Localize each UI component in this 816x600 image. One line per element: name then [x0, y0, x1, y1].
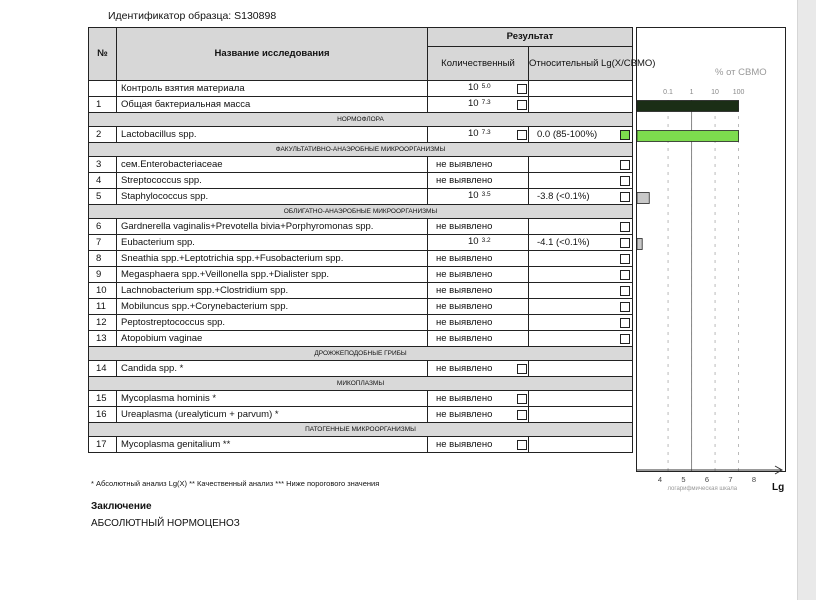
- footnote: * Абсолютный анализ Lg(X) ** Качественный анализ *** Ниже порогового значения: [91, 479, 380, 488]
- quantitative-cell: [428, 189, 529, 205]
- row-number: 10: [89, 283, 117, 299]
- table-row: [89, 81, 633, 97]
- quantity-value: [468, 189, 491, 203]
- col-header-quantitative: Количественный: [428, 47, 529, 81]
- test-name: Atopobium vaginae: [117, 331, 428, 347]
- scale-caption: логарифмическая шкала: [667, 486, 738, 492]
- quantity-exponent: 3.2: [481, 237, 491, 244]
- quantity-text: не выявлено: [436, 174, 493, 186]
- quantity-text: не выявлено: [436, 408, 493, 420]
- quantitative-cell: [428, 157, 529, 173]
- row-number: 15: [89, 391, 117, 407]
- table-row: [89, 331, 633, 347]
- table-row: [89, 235, 633, 251]
- quantitative-checkbox[interactable]: [517, 394, 527, 404]
- quantitative-cell: [428, 407, 529, 423]
- relative-cell: [529, 189, 633, 205]
- test-name: Общая бактериальная масса: [117, 97, 428, 113]
- relative-checkbox[interactable]: [620, 176, 630, 186]
- table-row: [89, 219, 633, 235]
- quantitative-cell: [428, 437, 529, 453]
- relative-cell: [529, 127, 633, 143]
- relative-cell: [529, 97, 633, 113]
- col-header-result: Результат: [428, 28, 633, 47]
- quantitative-cell: [428, 97, 529, 113]
- test-name: Staphylococcus spp.: [117, 189, 428, 205]
- relative-cell: [529, 407, 633, 423]
- quantitative-cell: [428, 283, 529, 299]
- test-name: Megasphaera spp.+Veillonella spp.+Dialister spp.: [117, 267, 428, 283]
- relative-value: -4.1 (<0.1%): [537, 236, 590, 248]
- test-name: Peptostreptococcus spp.: [117, 315, 428, 331]
- row-number: 6: [89, 219, 117, 235]
- quantitative-cell: [428, 81, 529, 97]
- relative-checkbox[interactable]: [620, 254, 630, 264]
- quantity-text: не выявлено: [436, 284, 493, 296]
- col-header-num: №: [89, 28, 117, 81]
- quantity-text: не выявлено: [436, 332, 493, 344]
- test-name: Контроль взятия материала: [117, 81, 428, 97]
- relative-checkbox[interactable]: [620, 130, 630, 140]
- quantitative-cell: [428, 219, 529, 235]
- row-number: [89, 81, 117, 97]
- quantity-exponent: 5.0: [481, 83, 491, 90]
- sample-id: Идентификатор образца: S130898: [108, 10, 277, 22]
- conclusion-text: АБСОЛЮТНЫЙ НОРМОЦЕНОЗ: [91, 518, 240, 529]
- section-label: ФАКУЛЬТАТИВНО-АНАЭРОБНЫЕ МИКРООРГАНИЗМЫ: [89, 143, 633, 157]
- row-number: 14: [89, 361, 117, 377]
- test-name: Streptococcus spp.: [117, 173, 428, 189]
- test-name: Ureaplasma (urealyticum + parvum) *: [117, 407, 428, 423]
- quantitative-cell: [428, 127, 529, 143]
- quantitative-cell: [428, 315, 529, 331]
- bottom-tick-label: 6: [704, 475, 710, 484]
- table-row: [89, 189, 633, 205]
- relative-cell: [529, 157, 633, 173]
- section-label: ОБЛИГАТНО-АНАЭРОБНЫЕ МИКРООРГАНИЗМЫ: [89, 205, 633, 219]
- row-number: 3: [89, 157, 117, 173]
- table-row: [89, 283, 633, 299]
- table-row: [89, 127, 633, 143]
- result-bar: [637, 101, 739, 112]
- conclusion-title: Заключение: [91, 501, 152, 512]
- quantitative-checkbox[interactable]: [517, 410, 527, 420]
- section-row: [89, 347, 633, 361]
- quantity-text: не выявлено: [436, 268, 493, 280]
- relative-checkbox[interactable]: [620, 160, 630, 170]
- bottom-tick-label: 8: [751, 475, 757, 484]
- section-label: ПАТОГЕННЫЕ МИКРООРГАНИЗМЫ: [89, 423, 633, 437]
- quantitative-cell: [428, 251, 529, 267]
- top-tick-label: 0.1: [663, 89, 673, 96]
- relative-checkbox[interactable]: [620, 222, 630, 232]
- test-name: Lactobacillus spp.: [117, 127, 428, 143]
- relative-checkbox[interactable]: [620, 270, 630, 280]
- table-row: [89, 97, 633, 113]
- quantity-text: не выявлено: [436, 300, 493, 312]
- table-row: [89, 299, 633, 315]
- result-bar: [637, 239, 642, 250]
- relative-cell: [529, 173, 633, 189]
- quantitative-cell: [428, 361, 529, 377]
- quantitative-checkbox[interactable]: [517, 440, 527, 450]
- table-row: [89, 391, 633, 407]
- page-edge: [797, 0, 816, 600]
- quantity-value: [468, 127, 491, 141]
- quantitative-checkbox[interactable]: [517, 84, 527, 94]
- results-body: [89, 81, 633, 453]
- quantity-value: [468, 97, 491, 111]
- row-number: 7: [89, 235, 117, 251]
- quantitative-checkbox[interactable]: [517, 100, 527, 110]
- row-number: 17: [89, 437, 117, 453]
- quantity-value: [468, 81, 491, 95]
- section-label: НОРМОФЛОРА: [89, 113, 633, 127]
- relative-cell: [529, 299, 633, 315]
- quantity-exponent: 3.5: [481, 191, 491, 198]
- quantitative-checkbox[interactable]: [517, 130, 527, 140]
- relative-cell: [529, 251, 633, 267]
- test-name: Lachnobacterium spp.+Clostridium spp.: [117, 283, 428, 299]
- quantitative-cell: [428, 299, 529, 315]
- quantity-value: [468, 235, 491, 249]
- quantity-text: не выявлено: [436, 252, 493, 264]
- row-number: 16: [89, 407, 117, 423]
- relative-cell: [529, 235, 633, 251]
- relative-value: 0.0 (85-100%): [537, 128, 598, 140]
- test-name: Candida spp. *: [117, 361, 428, 377]
- quantitative-cell: [428, 391, 529, 407]
- quantity-text: не выявлено: [436, 392, 493, 404]
- relative-cell: [529, 81, 633, 97]
- bottom-tick-label: 5: [681, 475, 686, 484]
- row-number: 4: [89, 173, 117, 189]
- table-row: [89, 407, 633, 423]
- quantity-text: не выявлено: [436, 220, 493, 232]
- relative-cell: [529, 219, 633, 235]
- section-row: [89, 377, 633, 391]
- row-number: 9: [89, 267, 117, 283]
- quantity-base: 10: [468, 98, 479, 109]
- quantitative-cell: [428, 267, 529, 283]
- table-row: [89, 173, 633, 189]
- top-tick-label: 100: [732, 89, 745, 96]
- log-scale-chart: [636, 27, 786, 472]
- relative-cell: [529, 331, 633, 347]
- test-name: сем.Enterobacteriaceae: [117, 157, 428, 173]
- section-row: [89, 423, 633, 437]
- table-row: [89, 315, 633, 331]
- relative-cell: [529, 361, 633, 377]
- row-number: 2: [89, 127, 117, 143]
- quantitative-cell: [428, 173, 529, 189]
- test-name: Mycoplasma hominis *: [117, 391, 428, 407]
- percent-label: % от СВМО: [715, 67, 767, 78]
- quantity-base: 10: [468, 190, 479, 201]
- quantity-base: 10: [468, 82, 479, 93]
- table-row: [89, 251, 633, 267]
- test-name: Mobiluncus spp.+Corynebacterium spp.: [117, 299, 428, 315]
- col-header-name: Название исследования: [117, 28, 428, 81]
- quantity-base: 10: [468, 128, 479, 139]
- bottom-tick-label: 7: [728, 475, 733, 484]
- table-row: [89, 267, 633, 283]
- quantity-text: не выявлено: [436, 316, 493, 328]
- section-row: [89, 143, 633, 157]
- table-row: [89, 437, 633, 453]
- relative-checkbox[interactable]: [620, 192, 630, 202]
- row-number: 1: [89, 97, 117, 113]
- test-name: Eubacterium spp.: [117, 235, 428, 251]
- relative-cell: [529, 391, 633, 407]
- row-number: 13: [89, 331, 117, 347]
- section-row: [89, 113, 633, 127]
- top-tick-label: 10: [711, 89, 719, 96]
- col-header-relative: Относительный Lg(X/СВМО): [529, 47, 633, 81]
- quantitative-cell: [428, 331, 529, 347]
- row-number: 11: [89, 299, 117, 315]
- section-row: [89, 205, 633, 219]
- relative-checkbox[interactable]: [620, 318, 630, 328]
- result-bar: [637, 193, 649, 204]
- quantitative-cell: [428, 235, 529, 251]
- table-row: [89, 361, 633, 377]
- relative-checkbox[interactable]: [620, 286, 630, 296]
- relative-checkbox[interactable]: [620, 238, 630, 248]
- quantitative-checkbox[interactable]: [517, 364, 527, 374]
- section-label: МИКОПЛАЗМЫ: [89, 377, 633, 391]
- quantity-exponent: 7.3: [481, 99, 491, 106]
- results-table: [88, 27, 656, 453]
- row-number: 12: [89, 315, 117, 331]
- row-number: 5: [89, 189, 117, 205]
- test-name: Gardnerella vaginalis+Prevotella bivia+Porphyromonas spp.: [117, 219, 428, 235]
- result-bar: [637, 131, 739, 142]
- relative-cell: [529, 283, 633, 299]
- relative-checkbox[interactable]: [620, 302, 630, 312]
- relative-cell: [529, 267, 633, 283]
- quantity-text: не выявлено: [436, 362, 493, 374]
- quantity-text: не выявлено: [436, 438, 493, 450]
- test-name: Sneathia spp.+Leptotrichia spp.+Fusobacterium spp.: [117, 251, 428, 267]
- relative-checkbox[interactable]: [620, 334, 630, 344]
- relative-value: -3.8 (<0.1%): [537, 190, 590, 202]
- relative-cell: [529, 315, 633, 331]
- top-tick-label: 1: [689, 89, 694, 96]
- axis-label: Lg: [772, 482, 785, 493]
- quantity-text: не выявлено: [436, 158, 493, 170]
- quantity-exponent: 7.3: [481, 129, 491, 136]
- quantity-base: 10: [468, 236, 479, 247]
- section-label: ДРОЖЖЕПОДОБНЫЕ ГРИБЫ: [89, 347, 633, 361]
- table-row: [89, 157, 633, 173]
- test-name: Mycoplasma genitalium **: [117, 437, 428, 453]
- row-number: 8: [89, 251, 117, 267]
- relative-cell: [529, 437, 633, 453]
- bottom-tick-label: 4: [657, 475, 663, 484]
